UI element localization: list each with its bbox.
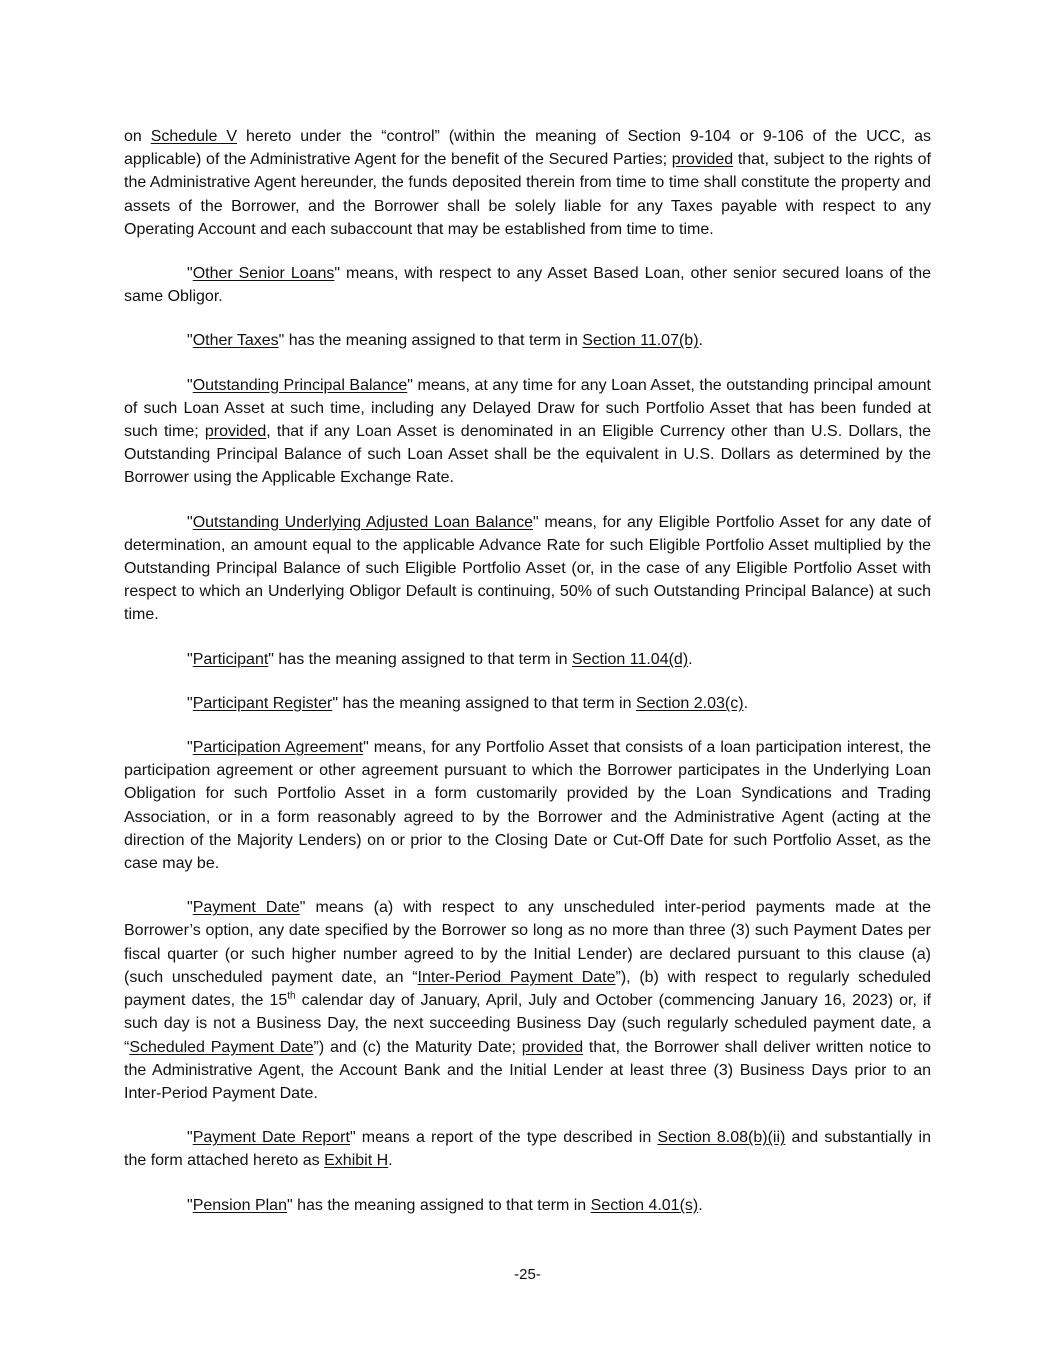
quote: " — [187, 1196, 193, 1214]
schedule-v-reference: Schedule V — [150, 128, 238, 145]
section-reference: Section 2.03(c) — [635, 694, 744, 712]
text: . — [698, 1196, 703, 1214]
quote: " — [187, 1129, 193, 1147]
definition-participation-agreement — [124, 736, 931, 875]
definition-pension-plan — [124, 1194, 931, 1217]
definition-other-taxes — [124, 329, 931, 352]
defined-term-inline: Inter-Period Payment Date — [417, 968, 616, 986]
defined-term: Payment Date Report — [192, 1129, 350, 1147]
text: " has the meaning assigned to that term in — [278, 332, 583, 350]
text: " means, for any Portfolio Asset that consists of a loan participation interest, the participation agreement or other agreement pursuant to which the Borrower participates in the Underlying Loan Obligation for such Portfolio Asset in a form customarily provided by the Loan Syndications and Trading Association, or in a form reasonably agreed to by the Borrower and the Administrative Agent (acting at the direction of the Majority Lenders) on or prior to the Closing Date or Cut-Off Date for such Portfolio Asset, as the case may be. — [124, 739, 932, 873]
text: " means, at any time for any Loan Asset, the outstanding principal amount of such Loan Asset at such time, including any Delayed Draw for such Portfolio Asset that has been funded at such time; — [124, 376, 931, 441]
text: . — [388, 1152, 393, 1170]
ordinal-suffix: th — [287, 990, 296, 1002]
text: " has the meaning assigned to that term in — [268, 650, 572, 668]
text: " means, for any Eligible Portfolio Asset for any date of determination, an amount equal to the applicable Advance Rate for such Eligible Portfolio Asset multiplied by the Outstanding Principal Balance of such Eligible Portfolio Asset (or, in the case of any Eligible Portfolio Asset with respect to which an Underlying Obligor Default is continuing, 50% of such Outstanding Principal Balance) at such time. — [124, 513, 932, 624]
text: that, subject to the rights of the Administrative Agent hereunder, the funds deposited therein from time to time shall constitute the property and assets of the Borrower, and the Borrower shall be solely liable for any Taxes payable with respect to any Operating Account and each subaccount that may be established from time to time. — [124, 151, 931, 238]
defined-term: Outstanding Underlying Adjusted Loan Balance — [192, 513, 534, 531]
quote: " — [187, 739, 193, 757]
text: , that if any Loan Asset is denominated in an Eligible Currency other than U.S. Dollars, the Outstanding Principal Balance of such Loan Asset shall be the equivalent in U.S. Dollars as determined by the Borrower using the Applicable Exchange Rate. — [124, 423, 932, 487]
text: " means, with respect to any Asset Based Loan, other senior secured loans of the same Obligor. — [124, 265, 932, 306]
defined-term: Other Senior Loans — [192, 265, 335, 283]
page-number: -25- — [514, 1266, 541, 1283]
section-reference: Section 11.07(b) — [582, 332, 699, 350]
text: " means a report of the type described in — [349, 1129, 658, 1147]
provided-term: provided — [204, 423, 267, 441]
quote: " — [187, 332, 193, 350]
exhibit-reference: Exhibit H — [324, 1152, 389, 1170]
text: " has the meaning assigned to that term in — [286, 1196, 591, 1214]
defined-term: Pension Plan — [192, 1196, 287, 1214]
text: hereto under the “control” (within the meaning of Section 9-104 or 9-106 of the UCC, as applicable) of the Administrative Agent for the benefit of the Secured Parties; — [124, 128, 932, 169]
text: ”), (b) with respect to regularly scheduled payment dates, the 15 — [124, 968, 932, 1010]
section-reference: Section 8.08(b)(ii) — [657, 1129, 786, 1147]
defined-term-inline: Scheduled Payment Date — [129, 1038, 314, 1056]
quote: " — [187, 694, 193, 712]
text: calendar day of January, April, July and October (commencing January 16, 2023) or, if such day is not a Business Day, the next succeeding Business Day (such regularly scheduled payment date, a “ — [124, 992, 932, 1056]
text: " means (a) with respect to any unscheduled inter-period payments made at the Borrower’s option, any date specified by the Borrower so long as no more than three (3) such Payment Dates per fiscal quarter (or such higher number agreed to by the Initial Lender) are declared pursuant to this clause (a) (such unscheduled payment date, an “ — [124, 899, 931, 986]
defined-term: Payment Date — [192, 899, 300, 917]
definition-other-senior-loans — [124, 262, 931, 308]
definition-outstanding-principal-balance — [124, 374, 931, 490]
quote: " — [187, 650, 193, 668]
page-body — [124, 125, 931, 1238]
quote: " — [187, 265, 193, 283]
definition-outstanding-underlying-adjusted-loan-balance — [124, 511, 931, 627]
section-reference: Section 11.04(d) — [571, 650, 689, 668]
text: . — [688, 650, 693, 668]
defined-term: Participant Register — [192, 694, 333, 712]
defined-term: Participant — [192, 650, 269, 668]
provided-term: provided — [671, 151, 734, 169]
text: " has the meaning assigned to that term in — [332, 694, 636, 712]
text: ”) and (c) the Maturity Date; — [313, 1038, 522, 1056]
defined-term: Participation Agreement — [192, 739, 364, 757]
defined-term: Outstanding Principal Balance — [192, 376, 408, 394]
text: that, the Borrower shall deliver written notice to the Administrative Agent, the Account Bank and the Initial Lender at least three (3) Business Days prior to an Inter-Period Payment Date. — [124, 1038, 932, 1102]
quote: " — [187, 899, 193, 917]
text: on — [124, 128, 151, 145]
text: and substantially in the form attached hereto as — [124, 1129, 932, 1170]
definition-payment-date-report — [124, 1126, 931, 1172]
quote: " — [187, 513, 193, 531]
definition-participant-register — [124, 692, 931, 715]
text: . — [698, 332, 703, 350]
defined-term: Other Taxes — [192, 332, 279, 350]
text: . — [743, 694, 749, 712]
section-reference: Section 4.01(s) — [590, 1196, 699, 1214]
definition-participant — [124, 648, 931, 671]
operating-account-continuation — [124, 125, 931, 241]
quote: " — [187, 376, 193, 394]
provided-term: provided — [521, 1038, 584, 1056]
definition-payment-date — [124, 896, 931, 1105]
